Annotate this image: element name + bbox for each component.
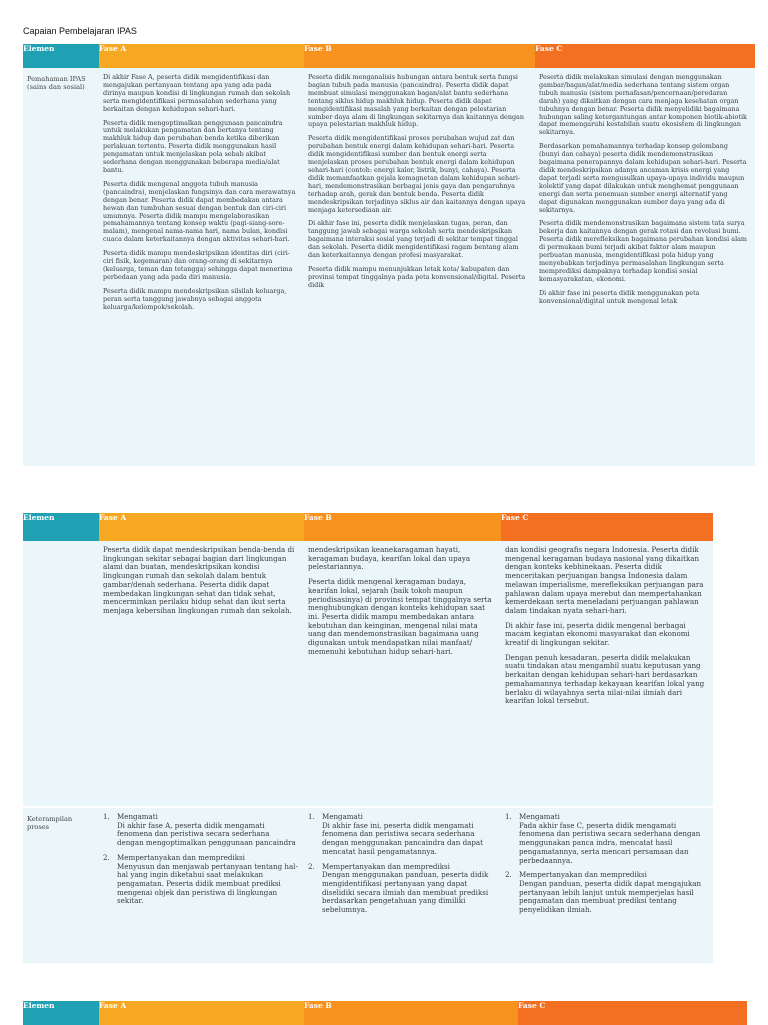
- paragraph: dan kondisi geografis negara Indonesia. Peserta didik mengenal keragaman budaya nasional yang dikaitkan dengan konteks kebhinekaan. Peserta didik menceritakan perjuangan bangsa Indonesia dalam melawan imperialisme, merefleksikan perjuangan para pahlawan dalam upaya merebut dan mempertahankan kemerdekaan serta meneladani perjuangan pahlawan dalam tindakan nyata sehari-hari.: [505, 545, 704, 615]
- paragraph: Peserta didik mengoptimalkan penggunaan pancaindra untuk melakukan pengamatan dan bertanya tentang makhluk hidup dan perubahan benda ketika diberikan perlakuan tertentu. Peserta didik menggunakan hasil pengamatan untuk menjelaskan pola sebab akibat sederhana dengan menggunakan beberapa media/alat bantu.: [103, 118, 283, 174]
- paragraph: Peserta didik menganalisis hubungan antara bentuk serta fungsi bagian tubuh pada manusia (pancaindra). Peserta didik dapat membuat simulasi menggunakan bagan/alat bantu sederhana tentang siklus hidup makhluk hidup. Peserta didik dapat mengidentifikasi masalah yang berkaitan dengan pelestarian sumber daya alam di lingkungan sekitarnya dan kaitannya dengan upaya pelestarian makhluk hidup.: [308, 73, 524, 129]
- list-item: [505, 813, 707, 865]
- fase-c-cell: [535, 68, 755, 466]
- paragraph: Peserta didik mendemonstrasikan bagaimana sistem tata surya bekerja dan kaitannya dengan gerak rotasi dan revolusi bumi. Peserta didik merefleksikan bagaimana perubahan kondisi alam di permukaan bumi terjadi akibat faktor alam maupun perbuatan manusia, mengidentifikasi pola hidup yang menyebabkan terjadinya permasalahan lingkungan serta memprediksi dampaknya terhadap kondisi sosial kemasyarakatan, ekonomi.: [539, 219, 747, 283]
- fase-c-cell: [501, 541, 713, 807]
- paragraph: Peserta didik melakukan simulasi dengan menggunakan gambar/bagan/alat/media sederhana tentang sistem organ tubuh manusia (sistem pernafasan/pencernaan/peredaran darah) yang dikaitkan dengan cara menjaga kesehatan organ tubuhnya dengan benar. Peserta didik menyelidiki bagaimana hubungan saling ketergantungan antar komponen biotik-abiotik dapat memengaruhi kestabilan suatu ekosistem di lingkungan sekitarnya.: [539, 73, 747, 137]
- paragraph: Peserta didik mampu menunjukkan letak kota/ kabupaten dan provinsi tempat tinggalnya pada peta konvensional/digital. Peserta didik: [308, 264, 526, 289]
- page-title: Capaian Pembelajaran IPAS: [23, 26, 137, 36]
- table-header-row: [23, 513, 713, 541]
- list-item-text: Di akhir fase A, peserta didik mengamati fenomena dan peristiwa secara sederhana dengan mengoptimalkan penggunaan pancaindra: [117, 820, 296, 848]
- header-elemen: Elemen: [23, 1001, 99, 1025]
- header-fase-b: Fase B: [304, 1001, 518, 1025]
- table-row: [23, 68, 755, 466]
- cp-table-2: [23, 513, 713, 963]
- fase-a-cell: [99, 68, 304, 466]
- table-header-row: [23, 1001, 747, 1025]
- list-item-text: Di akhir fase ini, peserta didik mengamati fenomena dan peristiwa secara sederhana dengan menggunakan pancaindra dan dapat mencatat hasil pengamatannya.: [322, 820, 483, 856]
- paragraph: Peserta didik mengidentifikasi proses perubahan wujud zat dan perubahan bentuk energi dalam kehidupan sehari-hari. Peserta didik mengidentifikasi sumber dan bentuk energi serta menjelaskan proses perubahan bentuk energi dalam kehidupan sehari-hari (contoh: energi kalor, listrik, bunyi, cahaya). Peserta didik memanfaatkan gejala kemagnetan dalam kehidupan sehari-hari, mendemonstrasikan berbagai jenis gaya dan pengaruhnya terhadap arah, gerak dan bentuk benda. Peserta didik mendeskripsikan terjadinya siklus air dan kaitannya dengan upaya menjaga ketersediaan air.: [308, 134, 526, 214]
- list-item-title: Mempertanyakan dan memprediksi: [117, 852, 245, 862]
- elemen-label: Pemahaman IPAS (sains dan sosial): [27, 75, 86, 91]
- list-item: [103, 854, 298, 906]
- cp-table-1: [23, 44, 755, 466]
- list-item: [103, 813, 298, 848]
- paragraph: Peserta didik mengenal keragaman budaya, kearifan lokal, sejarah (baik tokoh maupun periodisasinya) di provinsi tempat tinggalnya serta menghubungkan dengan konteks kehidupan saat ini. Peserta didik mampu membedakan antara kebutuhan dan keinginan, mengenal nilai mata uang dan mendemonstrasikan bagaimana uang digunakan untuk mendapatkan nilai manfaat/ memenuhi kebutuhan hidup sehari-hari.: [308, 577, 492, 656]
- paragraph: Berdasarkan pemahamannya terhadap konsep gelombang (bunyi dan cahaya) peserta didik mendemonstrasikan bagaimana penerapannya dalam kehidupan sehari-hari. Peserta didik mendeskripsikan adanya ancaman krisis energi yang dapat terjadi serta mengusulkan upaya-upaya individu maupun kolektif yang dapat dilakukan untuk menghemat penggunaan energi dan serta penemuan sumber energi alternatif yang dapat digunakan menggunakan sumber daya yang ada di sekitarnya.: [539, 142, 747, 214]
- cp-table-3: [23, 1001, 747, 1025]
- list-item: [308, 863, 495, 915]
- header-elemen: Elemen: [23, 44, 99, 68]
- list-number: 2.: [103, 852, 110, 862]
- fase-c-cell: [501, 807, 713, 963]
- list-item-title: Mempertanyakan dan memprediksi: [519, 870, 647, 880]
- list-item: [308, 813, 495, 857]
- header-fase-c: Fase C: [535, 44, 755, 68]
- list-item-title: Mengamati: [117, 812, 158, 821]
- table-row: [23, 807, 713, 963]
- list-item-title: Mengamati: [519, 812, 560, 821]
- paragraph: Di akhir fase ini, peserta didik menjelaskan tugas, peran, dan tanggung jawab sebagai warga sekolah serta mendeskripsikan bagaimana interaksi sosial yang terjadi di sekitar tempat tinggal dan sekolah. Peserta didik mengidentifikasi ragam bentang alam dan keterkaitannya dengan profesi masyarakat.: [308, 219, 519, 260]
- paragraph: Peserta didik mampu mendeskripsikan identitas diri (ciri-ciri fisik, kegemaran) dan orang-orang di sekitarnya (keluarga, teman dan tetangga) sehingga dapat menerima perbedaan yang ada pada diri manusia.: [103, 249, 293, 281]
- paragraph: mendeskripsikan keanekaragaman hayati, keragaman budaya, kearifan lokal dan upaya pelestariannya.: [308, 545, 471, 572]
- list-item: [505, 871, 707, 915]
- elemen-label: Keterampilan proses: [27, 815, 73, 831]
- elemen-label: [23, 541, 99, 552]
- fase-a-cell: [99, 807, 304, 963]
- header-fase-c: Fase C: [501, 513, 713, 541]
- list-item-text: Menyusun dan menjawab pertanyaan tentang hal-hal yang ingin diketahui saat melakukan pengamatan. Peserta didik membuat prediksi mengenai objek dan peristiwa di lingkungan sekitar.: [117, 861, 298, 906]
- list-number: 2.: [505, 870, 512, 880]
- paragraph: Peserta didik mampu mendeskripsikan silsilah keluarga, peran serta tanggung jawabnya sebagai anggota keluarga/kelompok/sekolah.: [103, 286, 287, 311]
- elemen-cell: [23, 541, 99, 807]
- list-number: 1.: [103, 812, 110, 821]
- fase-b-cell: [304, 68, 535, 466]
- elemen-cell: [23, 68, 99, 466]
- elemen-cell: [23, 807, 99, 963]
- paragraph: Di akhir fase ini peserta didik menggunakan peta konvensional/digital untuk mengenal letak: [539, 288, 700, 305]
- list-item-title: Mempertanyakan dan memprediksi: [322, 861, 450, 871]
- list-item-text: Pada akhir fase C, peserta didik mengamati fenomena dan peristiwa secara sederhana dengan menggunakan panca indra, mencatat hasil pengamatannya, serta mencari persamaan dan perbedaannya.: [519, 820, 701, 865]
- header-fase-b: Fase B: [304, 44, 535, 68]
- header-fase-b: Fase B: [304, 513, 501, 541]
- paragraph: Peserta didik mengenal anggota tubuh manusia (pancaindra), menjelaskan fungsinya dan cara merawatnya dengan benar. Peserta didik dapat membedakan antara hewan dan tumbuhan sesuai dengan bentuk dan ciri-ciri umumnya. Peserta didik mampu mengelaborasikan pemahamannya tentang konsep waktu (pagi-siang-sore-malam), mengenal nama-nama hari, nama bulan, kondisi cuaca dalam keterkaitannya dengan aktivitas sehari-hari.: [103, 179, 296, 244]
- paragraph: Peserta didik dapat mendeskripsikan benda-benda di lingkungan sekitar sebagai bagian dari lingkungan alami dan buatan, mendeskripsikan kondisi lingkungan rumah dan sekolah dalam bentuk gambar/denah sederhana. Peserta didik dapat membedakan lingkungan sehat dan tidak sehat, mencerminkan perilaku hidup sehat dan ikut serta menjaga kebersihan lingkungan rumah dan sekolah.: [103, 545, 295, 615]
- header-fase-a: Fase A: [99, 1001, 304, 1025]
- header-fase-a: Fase A: [99, 44, 304, 68]
- list-number: 2.: [308, 861, 315, 871]
- list-number: 1.: [308, 812, 315, 821]
- table-header-row: [23, 44, 755, 68]
- paragraph: Dengan penuh kesadaran, peserta didik melakukan suatu tindakan atau mengambil suatu keputusan yang berkaitan dengan kehidupan sehari-hari berdasarkan pemahamannya terhadap kekayaan kearifan lokal yang berlaku di wilayahnya serta nilai-nilai ilmiah dari kearifan lokal tersebut.: [505, 652, 705, 706]
- header-fase-a: Fase A: [99, 513, 304, 541]
- header-elemen: Elemen: [23, 513, 99, 541]
- list-item-text: Dengan panduan, peserta didik dapat mengajukan pertanyaan lebih lanjut untuk memperjelas hasil pengamatan dan membuat prediksi tentang penyelidikan ilmiah.: [519, 878, 702, 915]
- paragraph: Di akhir Fase A, peserta didik mengidentifikasi dan mengajukan pertanyaan tentang apa yang ada pada dirinya maupun kondisi di lingkungan rumah dan sekolah serta mengidentifikasi permasalahan sederhana yang berkaitan dengan kehidupan sehari-hari.: [103, 73, 291, 113]
- table-row: [23, 541, 713, 807]
- list-item-text: Dengan menggunakan panduan, peserta didik mengidentifikasi pertanyaan yang dapat diselidiki secara ilmiah dan membuat prediksi berdasarkan pengetahuan yang dimiliki sebelumnya.: [322, 870, 489, 915]
- fase-b-cell: [304, 807, 501, 963]
- list-number: 1.: [505, 812, 512, 821]
- paragraph: Di akhir fase ini, peserta didik mengenal berbagai macam kegiatan ekonomi masyarakat dan ekonomi kreatif di lingkungan sekitar.: [505, 620, 690, 648]
- fase-b-cell: [304, 541, 501, 807]
- list-item-title: Mengamati: [322, 812, 363, 821]
- header-fase-c: Fase C: [518, 1001, 747, 1025]
- fase-a-cell: [99, 541, 304, 807]
